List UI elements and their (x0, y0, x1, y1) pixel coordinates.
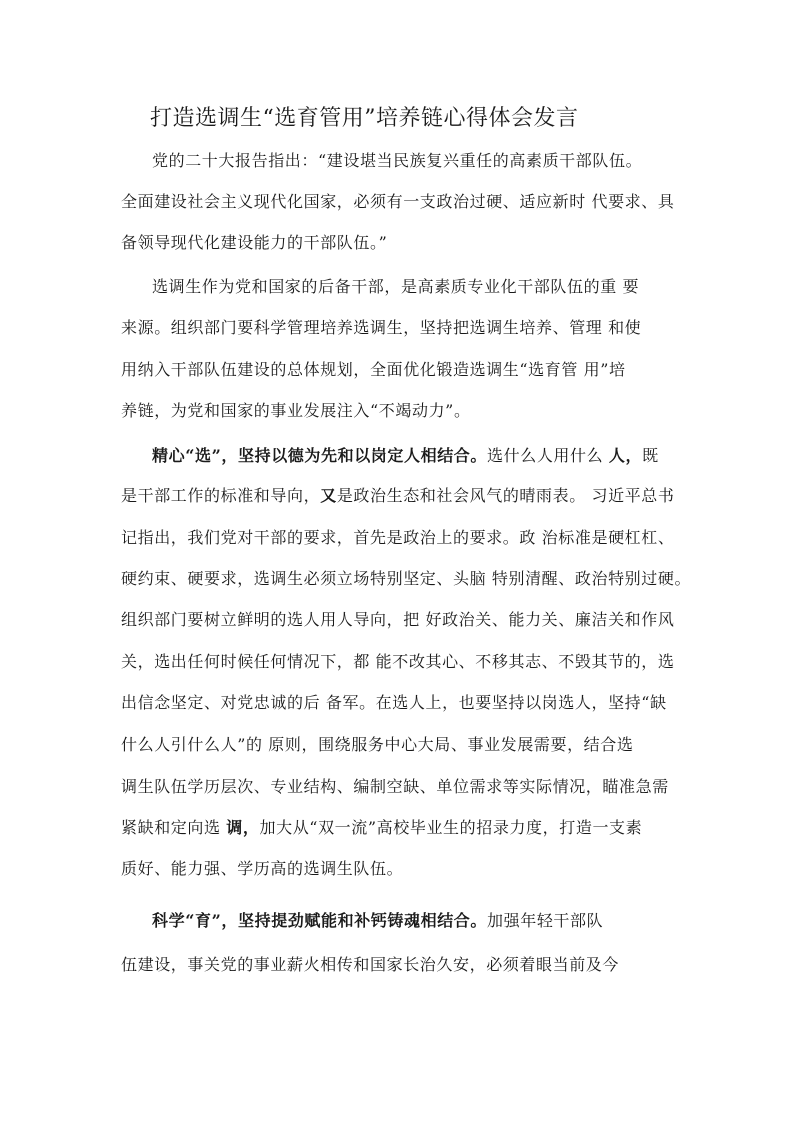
paragraph-2-line-4: 养链，为党和国家的事业发展注入“不竭动力”。 (121, 401, 471, 420)
paragraph-1-line-3: 备领导现代化建设能力的干部队伍。” (121, 233, 388, 252)
paragraph-2-line-2: 来源。组织部门要科学管理培养选调生，坚持把选调生培养、管理 和使 (121, 318, 642, 337)
paragraph-4-line-1-text: 加强年轻干部队 (487, 911, 604, 930)
paragraph-3-line-8: 什么人引什么人”的 原则，围绕服务中心大局、事业发展需要，结合选 (121, 735, 634, 754)
paragraph-1-line-1: 党的二十大报告指出：“建设堪当民族复兴重任的高素质干部队伍。 (152, 151, 643, 170)
paragraph-2-line-3: 用纳入干部队伍建设的总体规划，全面优化锻造选调生“选育管 用”培 (121, 360, 626, 379)
paragraph-1-line-2: 全面建设社会主义现代化国家，必须有一支政治过硬、适应新时 代要求、具 (121, 192, 675, 211)
paragraph-3-line-10-a: 紧缺和定向选 (121, 818, 227, 837)
section-heading-cultivate: 科学“育”，坚持提劲赋能和补钙铸魂相结合。 (152, 911, 488, 930)
paragraph-3-line-1-end: 既 (642, 446, 659, 465)
document-title: 打造选调生“选育管用”培养链心得体会发言 (150, 106, 579, 131)
paragraph-3-line-2-b: 是政治生态和社会风气的晴雨表。 习近平总书 (336, 486, 675, 505)
paragraph-3-line-1 (152, 446, 681, 466)
paragraph-3-line-2-a: 是干部工作的标准和导向， (121, 486, 321, 505)
paragraph-3-line-5: 组织部门要树立鲜明的选人用人导向，把 好政治关、能力关、廉洁关和作风 (121, 610, 675, 629)
paragraph-4-line-2: 伍建设，事关党的事业薪火相传和国家长治久安，必须着眼当前及今 (121, 955, 620, 974)
paragraph-3-line-11: 质好、能力强、学历高的选调生队伍。 (121, 859, 404, 878)
paragraph-3-line-10-bold: 调， (226, 818, 260, 837)
paragraph-3-line-4: 硬约束、硬要求，选调生必须立场特别坚定、头脑 特别清醒、政治特别过硬。 (121, 569, 692, 588)
paragraph-4-line-1 (152, 911, 681, 931)
paragraph-3-line-10-b: 加大从“双一流”高校毕业生的招录力度，打造一支素 (259, 818, 643, 837)
paragraph-3-line-10 (121, 818, 681, 838)
paragraph-3-line-9: 调生队伍学历层次、专业结构、编制空缺、单位需求等实际情况，瞄准急需 (121, 777, 669, 796)
paragraph-3-line-2-bold: 又 (320, 486, 337, 505)
paragraph-3-line-6: 关，选出任何时候任何情况下，都 能不改其心、不移其志、不毁其节的，选 (121, 652, 675, 671)
paragraph-3-line-7: 出信念坚定、对党忠诚的后 备军。在选人上，也要坚持以岗选人，坚持“缺 (121, 693, 667, 712)
paragraph-3-line-1-bold: 人， (608, 446, 643, 465)
paragraph-3-line-3: 记指出，我们党对干部的要求，首先是政治上的要求。政 治标准是硬杠杠、 (121, 528, 675, 547)
paragraph-2-line-1: 选调生作为党和国家的后备干部，是高素质专业化干部队伍的重 要 (152, 277, 640, 296)
paragraph-3-line-1-text: 选什么人用什么 (487, 446, 609, 465)
section-heading-select: 精心“选”，坚持以德为先和以岗定人相结合。 (152, 446, 488, 465)
paragraph-3-line-2 (121, 486, 681, 506)
